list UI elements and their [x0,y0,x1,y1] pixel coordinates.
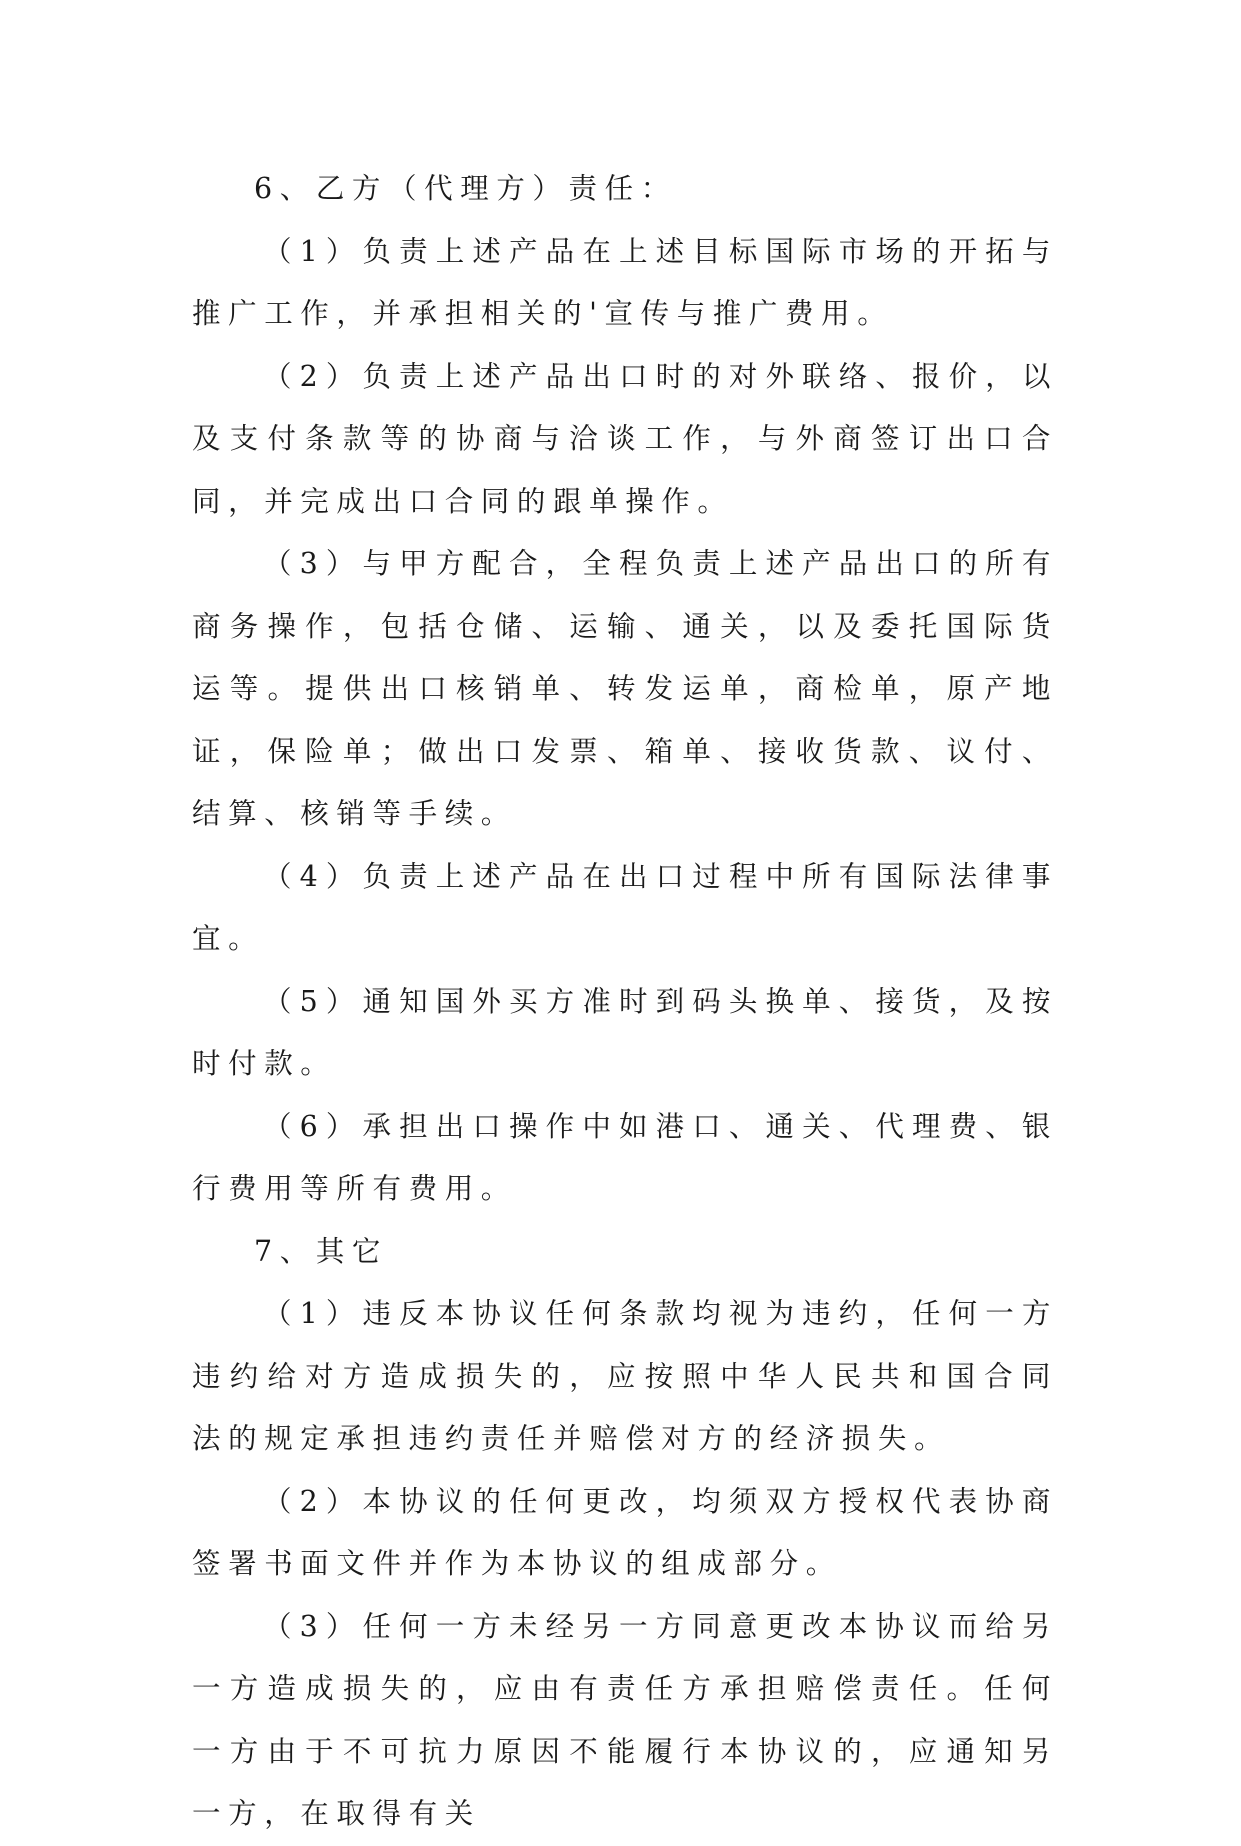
document-body [192,158,1058,1846]
clause-paragraph: （3）与甲方配合，全程负责上述产品出口的所有商务操作，包括仓储、运输、通关，以及委托国际货运等。提供出口核销单、转发运单，商检单，原产地证，保险单；做出口发票、箱单、接收货款、议付、结算、核销等手续。 [192,547,1058,830]
clause-paragraph: （4）负责上述产品在出口过程中所有国际法律事宜。 [192,859,1058,955]
clause-paragraph: （2）本协议的任何更改，均须双方授权代表协商签署书面文件并作为本协议的组成部分。 [192,1484,1058,1580]
clause-paragraph: （1）负责上述产品在上述目标国际市场的开拓与推广工作，并承担相关的'宣传与推广费用。 [192,234,1058,330]
section-heading: 6、乙方（代理方）责任： [254,172,677,205]
clause-paragraph: （5）通知国外买方准时到码头换单、接货，及按时付款。 [192,984,1058,1080]
clause-paragraph: （3）任何一方未经另一方同意更改本协议而给另一方造成损失的，应由有责任方承担赔偿责任。任何一方由于不可抗力原因不能履行本协议的，应通知另一方，在取得有关 [192,1609,1058,1830]
clause-paragraph: （2）负责上述产品出口时的对外联络、报价，以及支付条款等的协商与洽谈工作，与外商签订出口合同，并完成出口合同的跟单操作。 [192,359,1058,518]
clause-paragraph: （6）承担出口操作中如港口、通关、代理费、银行费用等所有费用。 [192,1109,1058,1205]
clause-paragraph: （1）违反本协议任何条款均视为违约，任何一方违约给对方造成损失的，应按照中华人民共和国合同法的规定承担违约责任并赔偿对方的经济损失。 [192,1297,1058,1455]
section-heading: 7、其它 [254,1234,389,1268]
